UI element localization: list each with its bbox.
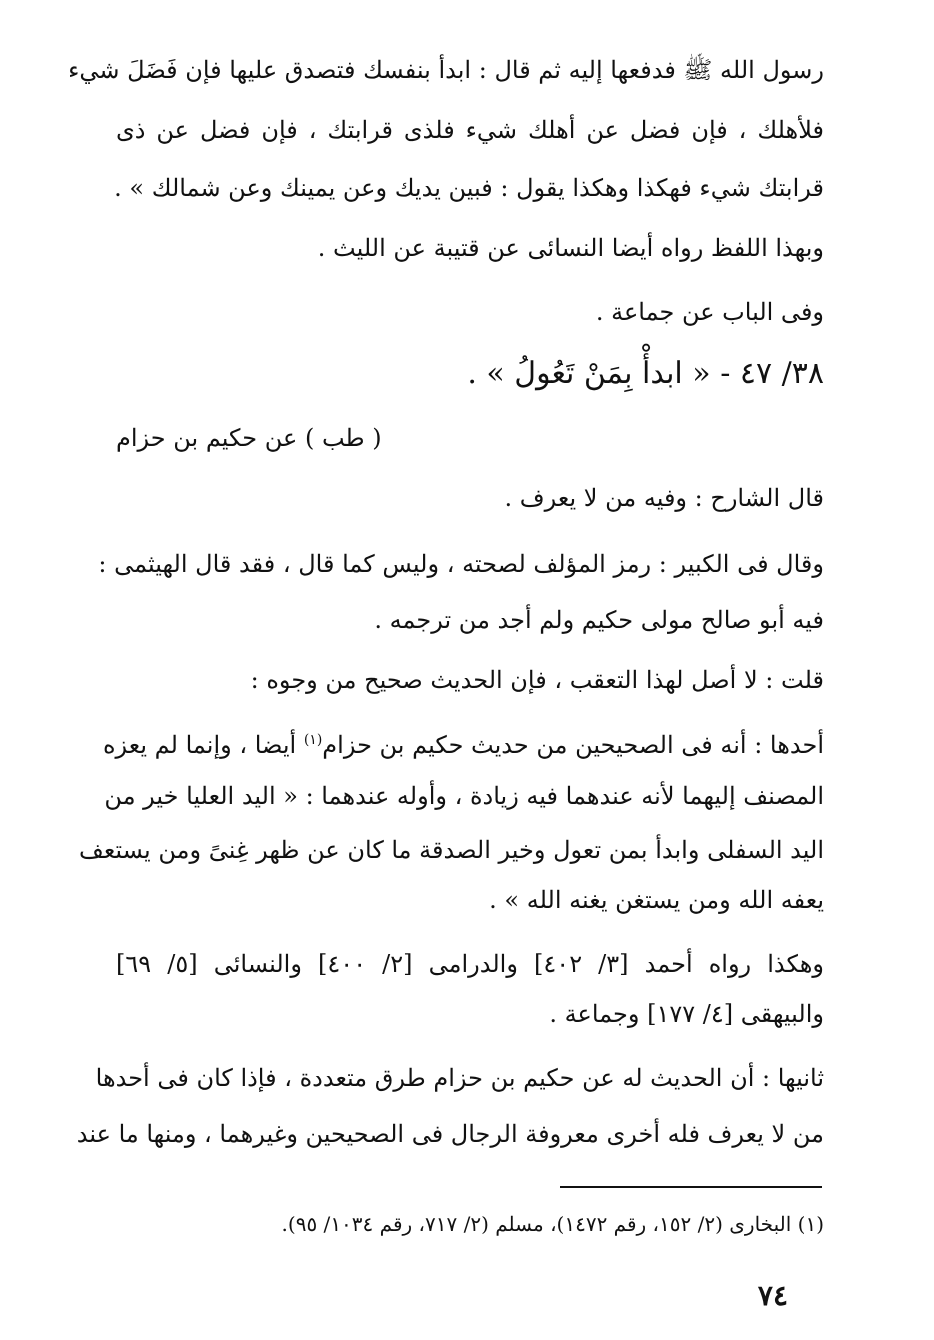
text-line: فلأهلك ، فإن فضل عن أهلك شيء فلذى قرابتك ، فإن فضل عن ذى: [116, 116, 824, 144]
text-line: قلت : لا أصل لهذا التعقب ، فإن الحديث صحيح من وجوه :: [250, 666, 824, 694]
hadith-heading: ٣٨/ ٤٧ - « ابدأْ بِمَنْ تَعُولُ » .: [467, 356, 824, 391]
text-line: وقال فى الكبير : رمز المؤلف لصحته ، وليس كما قال ، فقد قال الهيثمى :: [98, 550, 824, 578]
text-line: يعفه الله ومن يستغن يغنه الله » .: [489, 886, 824, 914]
text-line: ثانيها : أن الحديث له عن حكيم بن حزام طرق متعددة ، فإذا كان فى أحدها: [95, 1064, 824, 1092]
text-line: قال الشارح : وفيه من لا يعرف .: [504, 484, 824, 512]
text-span: أحدها : أنه فى الصحيحين من حديث حكيم بن حزام: [322, 731, 824, 759]
text-line-with-footnote: [102, 720, 824, 760]
text-line: قرابتك شيء فهكذا وهكذا يقول : فبين يديك وعن يمينك وعن شمالك » .: [114, 174, 824, 202]
text-line: رسول الله ﷺ فدفعها إليه ثم قال : ابدأ بنفسك فتصدق عليها فإن فَضَلَ شيء: [68, 56, 824, 84]
hadith-source: ( طب ) عن حكيم بن حزام: [116, 424, 382, 452]
footnote-marker[interactable]: (١): [303, 732, 323, 748]
text-line: اليد السفلى وابدأ بمن تعول وخير الصدقة ما كان عن ظهر غِنىً ومن يستعف: [78, 836, 824, 864]
text-span: أيضا ، وإنما لم يعزه: [102, 731, 304, 759]
text-line: وفى الباب عن جماعة .: [595, 298, 824, 326]
text-line: من لا يعرف فله أخرى معروفة الرجال فى الصحيحين وغيرهما ، ومنها ما عند: [76, 1120, 824, 1148]
page-number: ٧٤: [757, 1279, 788, 1312]
text-line: وهكذا رواه أحمد [٣/ ٤٠٢] والدرامى [٢/ ٤٠٠] والنسائى [٥/ ٦٩]: [116, 950, 825, 978]
footnote-divider: [560, 1186, 822, 1188]
text-line: والبيهقى [٤/ ١٧٧] وجماعة .: [549, 1000, 824, 1028]
text-line: المصنف إليهما لأنه عندهما فيه زيادة ، وأوله عندهما : « اليد العليا خير من: [104, 782, 824, 810]
footnote-text: (١) البخارى (٢/ ١٥٢، رقم ١٤٧٢)، مسلم (٢/ ٧١٧، رقم ١٠٣٤/ ٩٥).: [281, 1212, 824, 1236]
text-line: وبهذا اللفظ رواه أيضا النسائى عن قتيبة عن الليث .: [317, 234, 824, 262]
text-line: فيه أبو صالح مولى حكيم ولم أجد من ترجمه .: [374, 606, 824, 634]
